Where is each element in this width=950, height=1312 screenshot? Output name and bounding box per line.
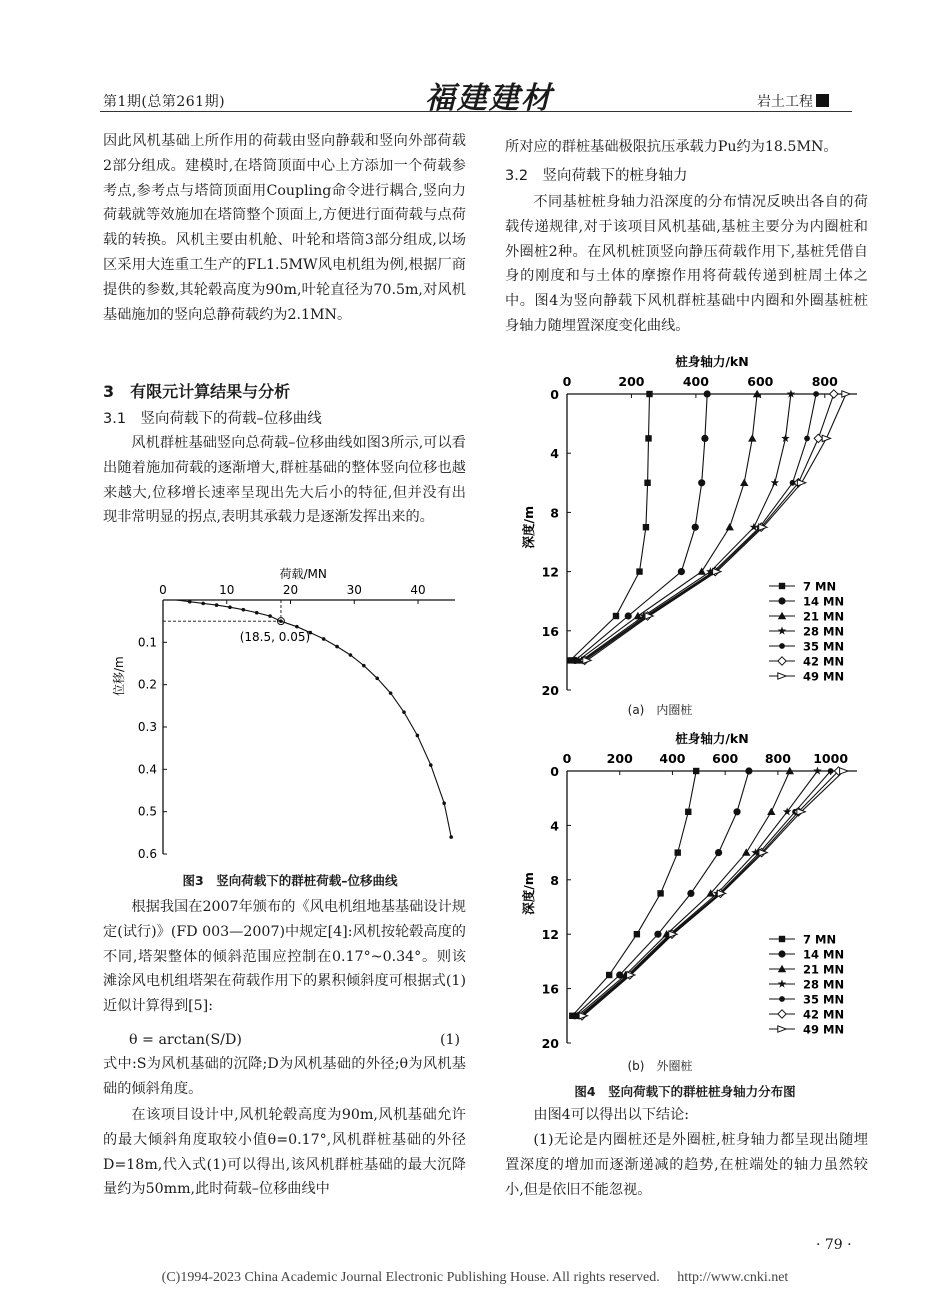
fig4a-y-tick-label: 16 [541, 623, 559, 639]
fig3-data-point [375, 677, 379, 681]
section-3-heading: 3 有限元计算结果与分析 [103, 382, 291, 401]
fig4b-y-tick-label: 16 [541, 981, 559, 997]
fig3-chart [103, 560, 468, 865]
fig4a-series-point [740, 479, 748, 486]
header-rule [100, 111, 852, 112]
fig4a-legend-marker [778, 627, 787, 635]
left-para-2: 风机群桩基础竖向总荷载–位移曲线如图3所示,可以看出随着施加荷载的逐渐增大,群桩基础的整体竖向位移也越来越大,位移增长速率呈现出先大后小的特征,但并没有出现非常明显的拐点,表明其承载力是逐渐发挥出来的。 [103, 435, 466, 526]
fig3-data-point [389, 691, 393, 695]
fig4a-series-point [644, 480, 650, 486]
fig4b-series-point [715, 849, 722, 856]
fig4b-x-tick-label: 600 [712, 751, 739, 766]
fig3-data-point [215, 603, 219, 607]
copyright-footer: (C)1994-2023 China Academic Journal Electronic Publishing House. All rights reserved. http://www.cnki.net [161, 1270, 789, 1285]
fig4a-x-tick-label: 800 [811, 374, 838, 389]
fig4b-series-3 [573, 767, 794, 1019]
fig4a-series-point [797, 480, 805, 486]
fig4b-legend-label: 42 MN [803, 1007, 845, 1022]
section-square-icon [816, 94, 829, 107]
fig4a-legend-label: 28 MN [803, 624, 845, 639]
fig4b-x-tick-label: 0 [562, 751, 572, 766]
fig4b-series-line [578, 771, 790, 1016]
fig4b-series-point [840, 768, 848, 774]
fig3-data-point [449, 835, 453, 839]
fig4b-x-tick-label: 200 [606, 751, 633, 766]
fig4b-series-point [606, 972, 612, 978]
fig4a-series-point [698, 479, 705, 486]
fig4a-y-tick-label: 4 [550, 446, 559, 462]
section-3-2-heading: 3.2 竖向荷载下的桩身轴力 [505, 168, 688, 184]
fig3-data-point [362, 664, 366, 668]
fig4a-x-tick-label: 200 [618, 374, 645, 389]
fig3-data-point [349, 653, 353, 657]
fig4a-legend-label: 21 MN [803, 609, 845, 624]
fig4b-y-tick-label: 20 [541, 1036, 559, 1051]
fig4a-series-point [636, 568, 642, 574]
fig4a-series-point [830, 390, 838, 398]
issue-label: 第1期(总第261期) [103, 94, 226, 110]
fig4b-legend-marker [779, 936, 785, 942]
fig4b-series-line [572, 771, 696, 1016]
fig3-x-tick-label: 10 [219, 583, 235, 597]
fig4b-legend-label: 49 MN [803, 1022, 845, 1037]
fig4b-legend-label: 35 MN [803, 992, 845, 1007]
fig4b-series-point [654, 931, 661, 938]
fig4a-caption: (a) 内圈桩 [627, 703, 693, 717]
fig3-annotation-label: (18.5, 0.05) [239, 630, 311, 645]
fig3-data-point [188, 600, 192, 604]
journal-logo: 福建建材 [425, 81, 553, 116]
fig4b-series-1 [569, 768, 699, 1019]
fig4b-series-point [813, 767, 822, 775]
fig3-data-point [322, 637, 326, 641]
fig4a-series-5 [580, 391, 819, 663]
fig3-y-label: 位移/m [112, 656, 126, 697]
fig3-x-tick-label: 40 [410, 583, 426, 597]
fig4a-series-point [771, 478, 780, 486]
fig3-data-point [442, 801, 446, 805]
fig4a-legend-marker [778, 657, 786, 665]
fig3-y-tick-label: 0.6 [137, 847, 157, 861]
fig4a-series-point [692, 524, 699, 531]
fig4b-series-point [742, 848, 750, 855]
fig4a-legend-label: 49 MN [803, 669, 845, 684]
fig4a-legend-marker [778, 673, 786, 679]
fig3-data-point [242, 608, 246, 612]
fig4a-legend-label: 7 MN [803, 579, 837, 594]
fig4a-series-point [804, 436, 810, 442]
fig3-x-label: 荷载/MN [279, 567, 327, 581]
fig4b-series-point [687, 890, 694, 897]
left-para-3: 根据我国在2007年颁布的《风电机组地基基础设计规定(试行)》(FD 003—2007)中规定[4]:风机按轮毂高度的不同,塔架整体的倾斜范围应控制在0.17°~0.34°。则该滩涂风电机组塔架在荷载作用下的累积倾斜度可根据式(1)近似计算得到[5]: [103, 899, 466, 1015]
left-para-4: 式中:S为风机基础的沉降;D为风机基础的外径;θ为风机基础的倾斜角度。 [103, 1056, 466, 1097]
section-label: 岩土工程 [757, 91, 829, 111]
fig4b-legend-label: 21 MN [803, 962, 845, 977]
fig4a-y-tick-label: 0 [550, 387, 559, 402]
fig4a-x-tick-label: 0 [562, 374, 572, 389]
fig4a-series-point [645, 435, 651, 441]
fig4a-legend-label: 42 MN [803, 654, 845, 669]
fig4a-series-point [726, 523, 734, 530]
formula: θ = arctan(S/D) [129, 1032, 242, 1048]
fig4a-y-tick-label: 8 [550, 505, 559, 521]
fig4a-chart [510, 346, 870, 698]
fig4b-legend-label: 14 MN [803, 947, 845, 962]
fig4a-series-point [701, 435, 708, 442]
fig3-x-tick-label: 20 [282, 583, 299, 597]
fig4a-series-point [643, 524, 649, 530]
fig3-data-point [255, 611, 259, 615]
fig4a-series-point [613, 613, 619, 619]
fig4b-series-point [828, 768, 834, 774]
fig4a-legend-marker [778, 597, 785, 604]
fig4a-series-point [814, 434, 822, 442]
fig4b-y-tick-label: 0 [550, 764, 559, 779]
fig4a-y-tick-label: 12 [541, 564, 559, 580]
fig3-y-tick-label: 0.5 [137, 804, 157, 819]
fig4a-legend-marker [779, 583, 785, 589]
fig3-data-point [416, 734, 420, 738]
left-para-5: 在该项目设计中,风机轮毂高度为90m,风机基础允许的最大倾斜角度取较小值θ=0.17°,风机群桩基础的外径D=18m,代入式(1)可以得出,该风机群桩基础的最大沉降量约为50mm,此时荷载–位移曲线中 [103, 1107, 466, 1198]
section-3-1-heading: 3.1 竖向荷载下的荷载–位移曲线 [103, 411, 322, 427]
fig4b-series-point [767, 808, 775, 815]
right-para-4: (1)无论是内圈桩还是外圈桩,桩身轴力都呈现出随埋置深度的增加而逐渐递减的趋势,在桩端处的轴力虽然较小,但是依旧不能忽视。 [505, 1132, 868, 1198]
right-para-3: 由图4可以得出以下结论: [533, 1107, 690, 1123]
fig4a-series-point [813, 391, 819, 397]
fig3-y-tick-label: 0.4 [137, 762, 157, 777]
fig3-data-point [402, 710, 406, 714]
fig4a-series-point [646, 391, 652, 397]
fig4b-legend-marker [779, 996, 785, 1002]
fig4a-x-tick-label: 600 [747, 374, 774, 389]
fig4b-legend-marker [778, 950, 785, 957]
fig4a-series-point [704, 390, 711, 397]
fig3-data-point [295, 625, 299, 629]
fig3-data-point [201, 602, 205, 606]
fig4b-x-tick-label: 400 [659, 751, 686, 766]
fig3-data-point [228, 605, 232, 609]
fig4b-series-point [634, 931, 640, 937]
fig4b-series-point [675, 849, 681, 855]
fig4b-x-tick-label: 1000 [813, 751, 849, 766]
fig4b-legend-label: 7 MN [803, 932, 837, 947]
formula-number: (1) [440, 1032, 461, 1048]
fig3-data-point [335, 645, 339, 649]
fig4b-legend-marker [778, 1026, 786, 1032]
fig4a-legend-marker [779, 643, 785, 649]
fig4a-series-point [625, 612, 632, 619]
fig4-caption: 图4 竖向荷载下的群桩桩身轴力分布图 [574, 1084, 796, 1099]
fig4a-series-point [748, 434, 756, 441]
fig4a-x-label: 桩身轴力/kN [675, 354, 749, 369]
fig4b-series-5 [578, 768, 833, 1019]
fig4a-legend-label: 35 MN [803, 639, 845, 654]
fig4b-y-label: 深度/m [521, 872, 536, 915]
fig4b-y-tick-label: 4 [550, 818, 559, 834]
fig4b-series-line [581, 771, 831, 1016]
fig4b-series-point [745, 767, 752, 774]
fig4b-series-point [657, 890, 663, 896]
fig4b-chart [510, 723, 870, 1053]
fig4a-series-2 [571, 390, 710, 664]
fig4b-y-tick-label: 12 [541, 927, 559, 943]
fig3-caption: 图3 竖向荷载下的群桩荷载–位移曲线 [182, 873, 398, 888]
fig4b-x-label: 桩身轴力/kN [675, 731, 749, 746]
fig3-y-tick-label: 0.3 [137, 720, 157, 734]
fig3-y-tick-label: 0.1 [137, 635, 157, 650]
fig4b-legend-label: 28 MN [803, 977, 845, 992]
fig4b-legend-marker [778, 1010, 786, 1018]
fig4b-series-point [733, 808, 740, 815]
fig3-x-tick-label: 0 [159, 583, 167, 597]
page-number: · 79 · [816, 1237, 852, 1253]
fig4b-y-tick-label: 8 [550, 872, 559, 888]
fig4a-series-point [822, 435, 830, 441]
fig4a-series-line [583, 394, 816, 660]
fig4b-x-tick-label: 800 [764, 751, 791, 766]
right-para-2: 不同基桩桩身轴力沿深度的分布情况反映出各自的荷载传递规律,对于该项目风机基础,基桩主要分为内圈桩和外圈桩2种。在风机桩顶竖向静压荷载作用下,基桩凭借自身的刚度和与土体的摩擦作用将荷载传递到桩周土体之中。图4为竖向静载下风机群桩基础中内圈和外圈基桩桩身轴力随埋置深度变化曲线。 [505, 194, 868, 334]
fig4a-y-tick-label: 20 [541, 683, 559, 698]
fig4b-series-point [693, 768, 699, 774]
left-para-1: 因此风机基础上所作用的荷载由竖向静载和竖向外部荷载2部分组成。建模时,在塔筒顶面中心上方添加一个荷载参考点,参考点与塔筒顶面用Coupling命令进行耦合,竖向力荷载就等效施加在塔筒整个顶面上,方便进行面荷载与点荷载的转换。风机主要由机舱、叶轮和塔筒3部分组成,以场区采用大连重工生产的FL1.5MW风电机组为例,根据厂商提供的参数,其轮毂高度为90m,叶轮直径为70.5m,对风机基础施加的竖向总静荷载约为2.1MN。 [103, 133, 466, 323]
fig4a-series-point [697, 567, 705, 574]
fig4b-caption: (b) 外圈桩 [627, 1059, 693, 1073]
fig4b-series-point [685, 809, 691, 815]
fig4b-legend-marker [778, 980, 787, 988]
fig3-y-tick-label: 0.2 [137, 677, 157, 692]
right-para-1: 所对应的群桩基础极限抗压承载力Pu约为18.5MN。 [505, 139, 838, 155]
fig4a-x-tick-label: 400 [682, 374, 709, 389]
fig3-data-point [268, 614, 272, 618]
fig3-curve [176, 600, 451, 837]
fig4a-y-label: 深度/m [521, 505, 536, 549]
fig4a-series-point [842, 391, 850, 397]
fig3-x-tick-label: 30 [346, 583, 362, 597]
fig4a-series-point [678, 568, 685, 575]
fig4a-series-3 [574, 390, 761, 664]
fig3-data-point [429, 763, 433, 767]
fig4a-legend-label: 14 MN [803, 594, 845, 609]
